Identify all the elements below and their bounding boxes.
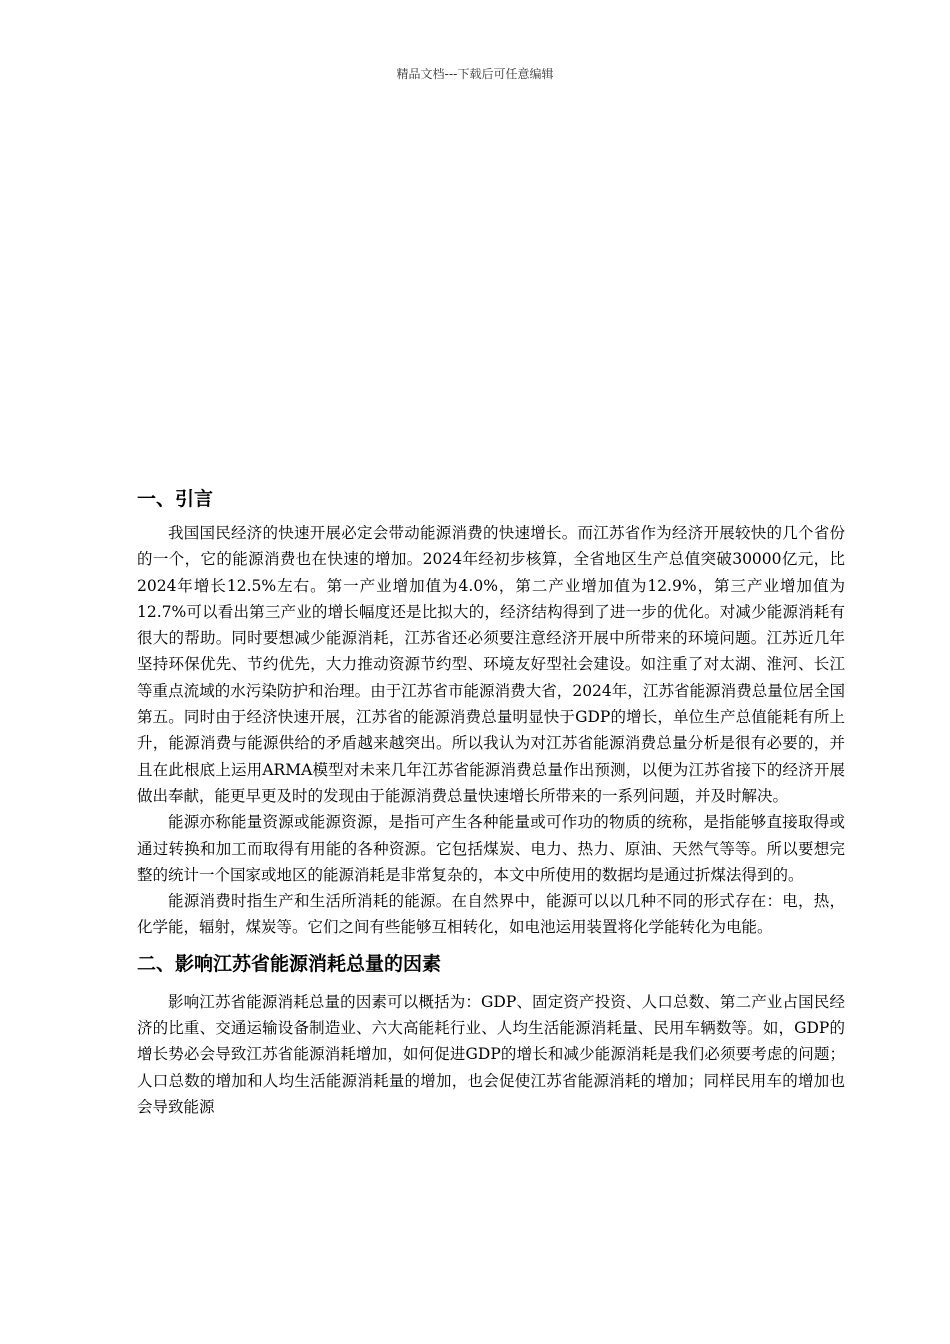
paragraph: 能源消费时指生产和生活所消耗的能源。在自然界中，能源可以以几种不同的形式存在：电，热，化学能，辐射，煤炭等。它们之间有些能够互相转化，如电池运用装置将化学能转化为电能。 [137,892,845,937]
document-body [137,482,845,1120]
section-heading: 二、影响江苏省能源消耗总量的因素 [137,952,442,975]
page-header: 精品文档---下载后可任意编辑 [396,67,554,81]
section-heading: 一、引言 [137,488,214,510]
paragraph: 能源亦称能量资源或能源资源，是指可产生各种能量或可作功的物质的统称，是指能够直接取得或通过转换和加工而取得有用能的各种资源。它包括煤炭、电力、热力、原油、天然气等等。所以要想完整的统计一个国家或地区的能源消耗是非常复杂的，本文中所使用的数据均是通过折煤法得到的。 [137,813,845,884]
section-factors [137,947,845,1120]
paragraph: 影响江苏省能源消耗总量的因素可以概括为：GDP、固定资产投资、人口总数、第二产业占国民经济的比重、交通运输设备制造业、六大高能耗行业、人均生活能源消耗量、民用车辆数等。如，GDP的增长势必会导致江苏省能源消耗增加，如何促进GDP的增长和减少能源消耗是我们必须要考虑的问题；人口总数的增加和人均生活能源消耗量的增加，也会促使江苏省能源消耗的增加；同样民用车的增加也会导致能源 [137,992,845,1116]
section-introduction [137,482,845,941]
paragraph: 我国国民经济的快速开展必定会带动能源消费的快速增长。而江苏省作为经济开展较快的几个省份的一个，它的能源消费也在快速的增加。2024年经初步核算，全省地区生产总值突破30000亿元，比2024年增长12.5%左右。第一产业增加值为4.0%，第二产业增加值为12.9%，第三产业增加值为12.7%可以看出第三产业的增长幅度还是比拟大的，经济结构得到了进一步的优化。对减少能源消耗有很大的帮助。同时要想减少能源消耗，江苏省还必须要注意经济开展中所带来的环境问题。江苏近几年坚持环保优先、节约优先，大力推动资源节约型、环境友好型社会建设。如注重了对太湖、淮河、长江等重点流域的水污染防护和治理。由于江苏省市能源消费大省，2024年，江苏省能源消费总量位居全国第五。同时由于经济快速开展，江苏省的能源消费总量明显快于GDP的增长，单位生产总值能耗有所上升，能源消费与能源供给的矛盾越来越突出。所以我认为对江苏省能源消费总量分析是很有必要的，并且在此根底上运用ARMA模型对未来几年江苏省能源消费总量作出预测，以便为江苏省接下的经济开展做出奉献，能更早更及时的发现由于能源消费总量快速增长所带来的一系列问题，并及时解决。 [137,524,845,805]
